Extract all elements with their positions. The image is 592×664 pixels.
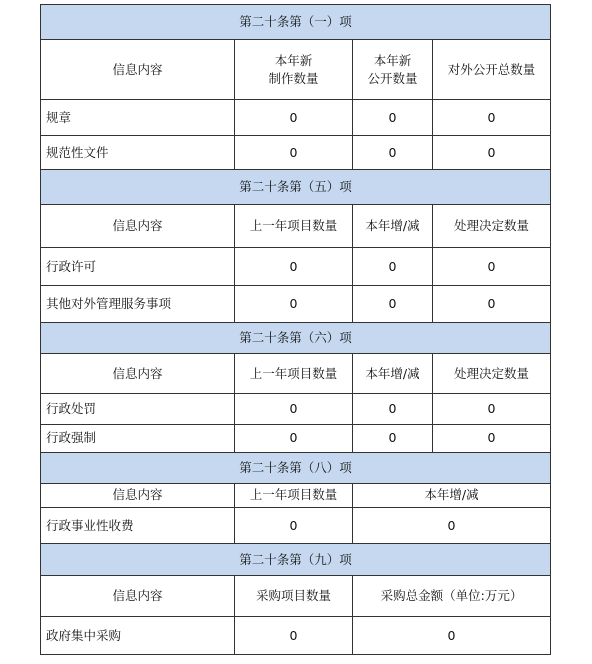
row-label: 行政事业性收费 [41, 507, 235, 544]
header-cell: 信息内容 [41, 483, 235, 507]
header-cell: 信息内容 [41, 204, 235, 248]
row-label: 行政强制 [41, 424, 235, 452]
table-cell: 0 [353, 507, 551, 544]
table-cell: 0 [235, 135, 353, 169]
table-cell: 0 [433, 285, 551, 323]
table-cell: 0 [433, 424, 551, 452]
header-cell: 采购总金额（单位:万元） [353, 575, 551, 617]
table-cell: 0 [235, 394, 353, 424]
table-cell: 0 [353, 248, 433, 286]
table-cell: 0 [433, 394, 551, 424]
header-cell: 处理决定数量 [433, 353, 551, 394]
header-cell: 对外公开总数量 [433, 40, 551, 100]
table-cell: 0 [433, 248, 551, 286]
table-cell: 0 [353, 100, 433, 135]
header-cell: 采购项目数量 [235, 575, 353, 617]
header-cell: 本年新 公开数量 [353, 40, 433, 100]
header-cell: 信息内容 [41, 40, 235, 100]
table-cell: 0 [235, 285, 353, 323]
table-cell: 0 [235, 617, 353, 655]
header-cell: 本年增/减 [353, 483, 551, 507]
row-label: 行政许可 [41, 248, 235, 286]
row-label: 规范性文件 [41, 135, 235, 169]
disclosure-table [40, 4, 551, 655]
table-cell: 0 [235, 507, 353, 544]
header-cell: 本年增/减 [353, 204, 433, 248]
table-cell: 0 [235, 248, 353, 286]
row-label: 行政处罚 [41, 394, 235, 424]
section-title: 第二十条第（一）项 [41, 5, 551, 40]
table-cell: 0 [353, 617, 551, 655]
header-cell: 信息内容 [41, 575, 235, 617]
table-cell: 0 [235, 100, 353, 135]
header-cell: 上一年项目数量 [235, 353, 353, 394]
row-label: 政府集中采购 [41, 617, 235, 655]
section-title: 第二十条第（五）项 [41, 170, 551, 204]
table-cell: 0 [433, 135, 551, 169]
header-cell: 上一年项目数量 [235, 483, 353, 507]
table-cell: 0 [353, 135, 433, 169]
row-label: 规章 [41, 100, 235, 135]
table-cell: 0 [353, 285, 433, 323]
table-cell: 0 [235, 424, 353, 452]
row-label: 其他对外管理服务事项 [41, 285, 235, 323]
table-cell: 0 [353, 424, 433, 452]
table-cell: 0 [433, 100, 551, 135]
table-cell: 0 [353, 394, 433, 424]
header-cell: 处理决定数量 [433, 204, 551, 248]
section-title: 第二十条第（六）项 [41, 323, 551, 353]
header-cell: 信息内容 [41, 353, 235, 394]
header-cell: 本年新 制作数量 [235, 40, 353, 100]
section-title: 第二十条第（八）项 [41, 453, 551, 483]
section-title: 第二十条第（九）项 [41, 544, 551, 575]
header-cell: 本年增/减 [353, 353, 433, 394]
header-cell: 上一年项目数量 [235, 204, 353, 248]
